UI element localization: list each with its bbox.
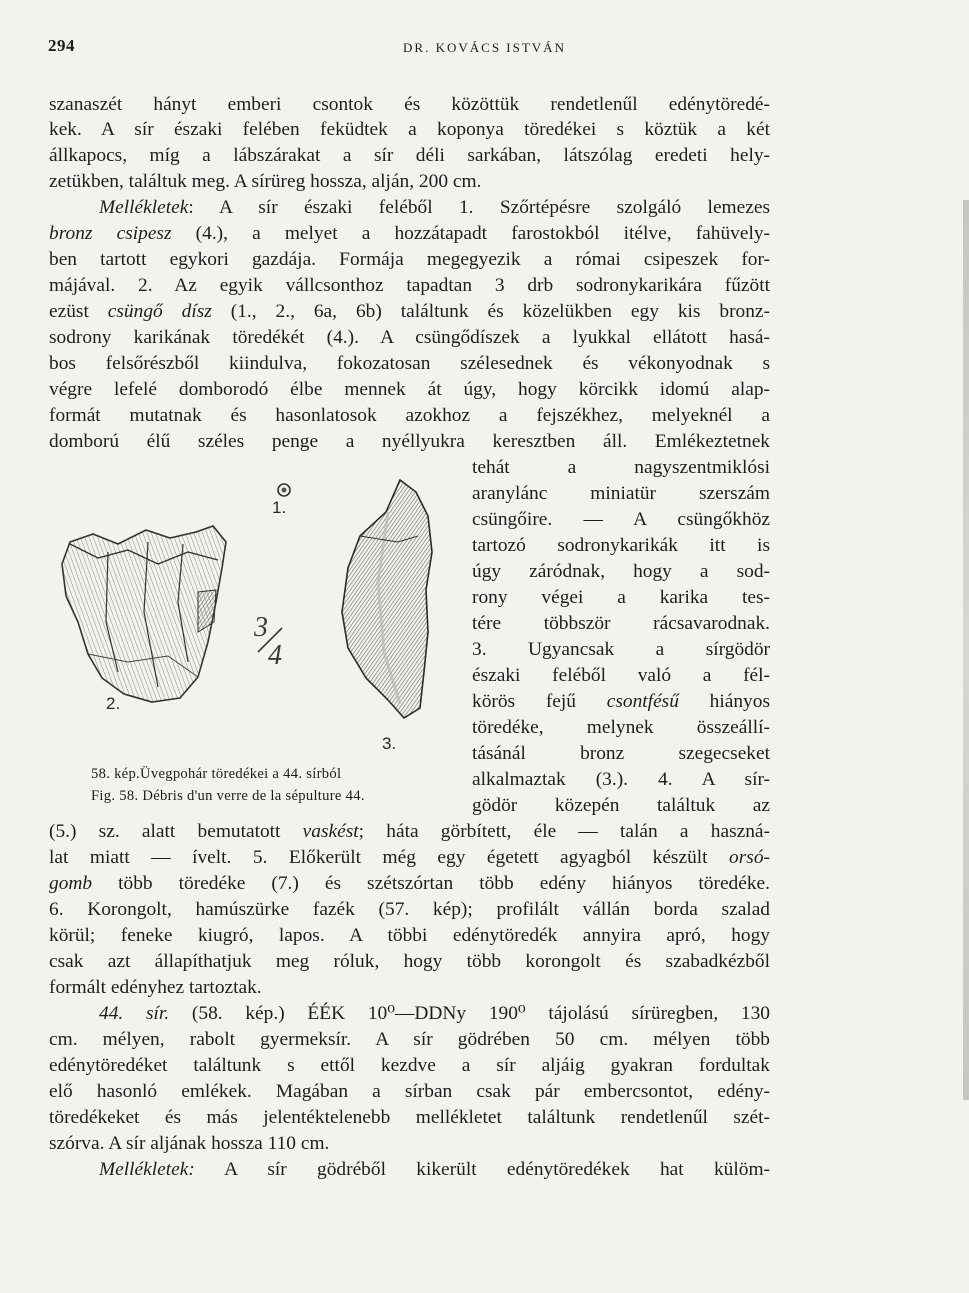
text-line: körül; feneke kiugró, lapos. A többi edénytöredék annyira apró, hogy — [49, 925, 770, 946]
side-text-line: tartozó sodronykarikák itt is — [472, 535, 770, 556]
text-line: Mellékletek: A sír gödréből kikerült edénytöredékek hat külöm- — [99, 1159, 770, 1180]
scan-edge-shadow — [963, 200, 969, 1100]
side-text-line: 3. Ugyancsak a sírgödör — [472, 639, 770, 660]
text-line: májával. 2. Az egyik vállcsonthoz tapadtan 3 drb sodronykarikára fűzött — [49, 275, 770, 296]
side-text-line: körös fejű csontfésű hiányos — [472, 691, 770, 712]
italic-term: 44. sír. — [99, 1003, 170, 1024]
side-text-line: úgy záródnak, hogy a sod- — [472, 561, 770, 582]
text-line: 44. sír. (58. kép.) ÉÉK 10⁰—DDNy 190⁰ tájolású sírüregben, 130 — [99, 1003, 771, 1024]
text-line: szórva. A sír aljának hossza 110 cm. — [49, 1133, 330, 1154]
side-text-line: tehát a nagyszentmiklósi — [472, 457, 770, 478]
text-line: bos felsőrészből kiindulva, fokozatosan szélesednek és vékonyodnak s — [49, 353, 770, 374]
italic-term: orsó- — [729, 847, 770, 868]
side-text-line: északi feléből való a fél- — [472, 665, 770, 686]
text-line: zetükben, találtuk meg. A sírüreg hossza, alján, 200 cm. — [49, 171, 482, 192]
side-text-line: aranylánc miniatür szerszám — [472, 483, 770, 504]
side-text-line: csüngőire. — A csüngőkhöz — [472, 509, 770, 530]
text-line: 6. Korongolt, hamúszürke fazék (57. kép); profilált vállán borda szalad — [49, 899, 770, 920]
page-number: 294 — [48, 36, 75, 55]
text-line: formát mutatnak és hasonlatosok azokhoz a fejszékhez, melyeknél a — [49, 405, 770, 426]
text-line: végre lefelé domborodó élbe mennek át úgy, hogy körcikk idomú alap- — [49, 379, 770, 400]
side-text-line: rony végei a karika tes- — [472, 587, 770, 608]
side-text-line: tére többször rácsavarodnak. — [472, 613, 770, 634]
text-line: edénytöredéket találtunk s ettől kezdve a sír aljáig gyakran fordultak — [49, 1055, 770, 1076]
scale-slash — [252, 622, 292, 662]
running-title: DR. KOVÁCS ISTVÁN — [403, 40, 566, 55]
text-line: Mellékletek: A sír északi feléből 1. Szőrtépésre szolgáló lemezes — [99, 197, 770, 218]
text-line: gomb több töredéke (7.) és szétszórtan több edény hiányos töredéke. — [49, 873, 770, 894]
text-line: kek. A sír északi felében feküdtek a koponya töredékei s köztük a két — [49, 119, 770, 140]
text-line: lat miatt — ívelt. 5. Előkerült még egy égetett agyagból készült orsó- — [49, 847, 770, 868]
side-text-line: alkalmaztak (3.). 4. A sír- — [472, 769, 770, 790]
figure-label-3: 3. — [382, 734, 397, 753]
figure-58 — [48, 472, 456, 752]
text-line: szanaszét hányt emberi csontok és közöttük rendetlenűl edénytöredé- — [49, 94, 770, 115]
italic-term: bronz csipesz — [49, 223, 172, 244]
text-line: (5.) sz. alatt bemutatott vaskést; háta görbített, éle — talán a haszná- — [49, 821, 770, 842]
figure-label-2: 2. — [106, 694, 121, 713]
italic-term: csüngő dísz — [107, 301, 212, 322]
figure-caption-fr: Fig. 58. Débris d'un verre de la sépulture 44. — [91, 788, 365, 804]
text-line: formált edényhez tartoztak. — [49, 977, 262, 998]
side-text-line: töredéke, melynek összeállí- — [472, 717, 770, 738]
text-line: csak azt állapíthatjuk meg róluk, hogy több korongolt és szabadkézből — [49, 951, 770, 972]
side-text-line: gödör közepén találtuk az — [472, 795, 770, 816]
text-line: sodrony karikának töredékét (4.). A csüngődíszek a lyukkal ellátott hasá- — [49, 327, 770, 348]
italic-term: gomb — [49, 873, 93, 894]
text-line: bronz csipesz (4.), a melyet a hozzátapadt farostokból itélve, fahüvely- — [49, 223, 770, 244]
text-line: ezüst csüngő dísz (1., 2., 6a, 6b) találtunk és közelükben egy kis bronz- — [49, 301, 770, 322]
italic-term: Mellékletek: — [99, 1159, 195, 1180]
italic-term: csontfésű — [606, 691, 679, 712]
text-line: állkapocs, míg a lábszárakat a sír déli sarkában, látszólag eredeti hely- — [49, 145, 770, 166]
text-line: elő hasonló emlékek. Magában a sírban csak pár embercsontot, edény- — [49, 1081, 770, 1102]
figure-label-1: 1. — [272, 498, 287, 517]
text-line: töredékeket és más jelentéktelenebb mellékletet találtunk rendetlenűl szét- — [49, 1107, 770, 1128]
italic-term: vaskést — [302, 821, 359, 842]
text-line: domború élű széles penge a nyéllyukra keresztben áll. Emlékeztetnek — [49, 431, 770, 452]
scale-denominator: 4 — [268, 640, 282, 671]
side-text-line: tásánál bronz szegecseket — [472, 743, 770, 764]
italic-term: Mellékletek — [99, 197, 189, 218]
figure-caption-hu: 58. kép.Üvegpohár töredékei a 44. sírból — [91, 766, 342, 782]
text-line: ben tartott egykori gazdája. Formája megegyezik a római csipeszek for- — [49, 249, 770, 270]
text-line: cm. mélyen, rabolt gyermeksír. A sír gödrében 50 cm. mélyen több — [49, 1029, 770, 1050]
scale-numerator: 3 — [254, 612, 268, 643]
